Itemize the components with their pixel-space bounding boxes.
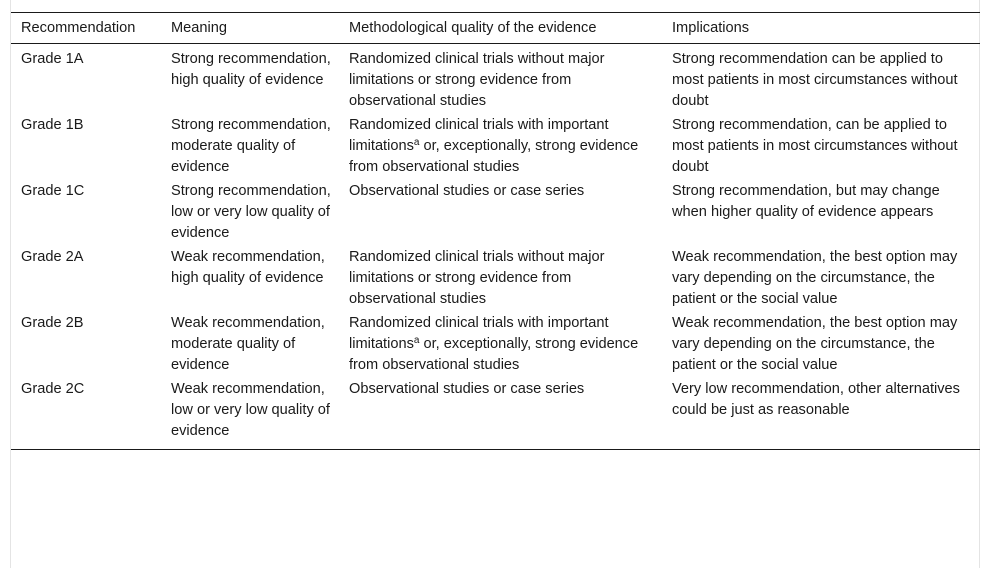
cell-implications: Weak recommendation, the best option may vary depending on the circumstance, the patient or the social value (672, 249, 958, 307)
cell-quality (339, 310, 662, 376)
table-row (11, 310, 980, 376)
header-implications: Implications (672, 20, 750, 36)
header-meaning: Meaning (171, 20, 227, 36)
cell-grade: Grade 2B (21, 315, 84, 331)
cell-meaning: Weak recommendation, moderate quality of evidence (171, 315, 325, 373)
footnote-marker: a (413, 137, 420, 148)
cell-grade: Grade 1B (21, 117, 84, 133)
quality-text-tail: or, exceptionally, strong evidence from observational studies (349, 336, 639, 373)
cell-grade: Grade 2A (21, 249, 84, 265)
cell-quality (339, 244, 662, 310)
table-header-row (11, 13, 980, 44)
quality-text: Randomized clinical trials with important limitations (349, 315, 609, 352)
cell-meaning: Strong recommendation, high quality of evidence (171, 51, 331, 88)
quality-text: Observational studies or case series (349, 183, 585, 199)
cell-implications: Strong recommendation, can be applied to most patients in most circumstances without doubt (672, 117, 958, 175)
cell-grade: Grade 1C (21, 183, 85, 199)
table-row (11, 44, 980, 113)
table-row (11, 376, 980, 450)
cell-grade: Grade 1A (21, 51, 84, 67)
cell-implications: Strong recommendation can be applied to most patients in most circumstances without doubt (672, 51, 958, 109)
cell-quality (339, 44, 662, 113)
header-methodological-quality: Methodological quality of the evidence (349, 20, 597, 36)
table-row (11, 112, 980, 178)
table-row (11, 178, 980, 244)
cell-meaning: Strong recommendation, moderate quality of evidence (171, 117, 331, 175)
quality-text: Randomized clinical trials with important limitations (349, 117, 609, 154)
cell-quality (339, 178, 662, 244)
table-row (11, 244, 980, 310)
quality-text: Randomized clinical trials without major limitations or strong evidence from observational studies (349, 51, 605, 109)
quality-text-tail: or, exceptionally, strong evidence from observational studies (349, 138, 639, 175)
cell-meaning: Strong recommendation, low or very low quality of evidence (171, 183, 331, 241)
cell-grade: Grade 2C (21, 381, 85, 397)
cell-quality (339, 112, 662, 178)
cell-meaning: Weak recommendation, high quality of evidence (171, 249, 325, 286)
cell-implications: Strong recommendation, but may change when higher quality of evidence appears (672, 183, 940, 220)
grade-recommendation-table (11, 12, 980, 450)
footnote-marker: a (413, 335, 420, 346)
quality-text: Randomized clinical trials without major limitations or strong evidence from observational studies (349, 249, 605, 307)
header-recommendation: Recommendation (21, 20, 136, 36)
cell-implications: Very low recommendation, other alternatives could be just as reasonable (672, 381, 960, 418)
cell-meaning: Weak recommendation, low or very low quality of evidence (171, 381, 330, 439)
cell-implications: Weak recommendation, the best option may vary depending on the circumstance, the patient or the social value (672, 315, 958, 373)
quality-text: Observational studies or case series (349, 381, 585, 397)
cell-quality (339, 376, 662, 450)
